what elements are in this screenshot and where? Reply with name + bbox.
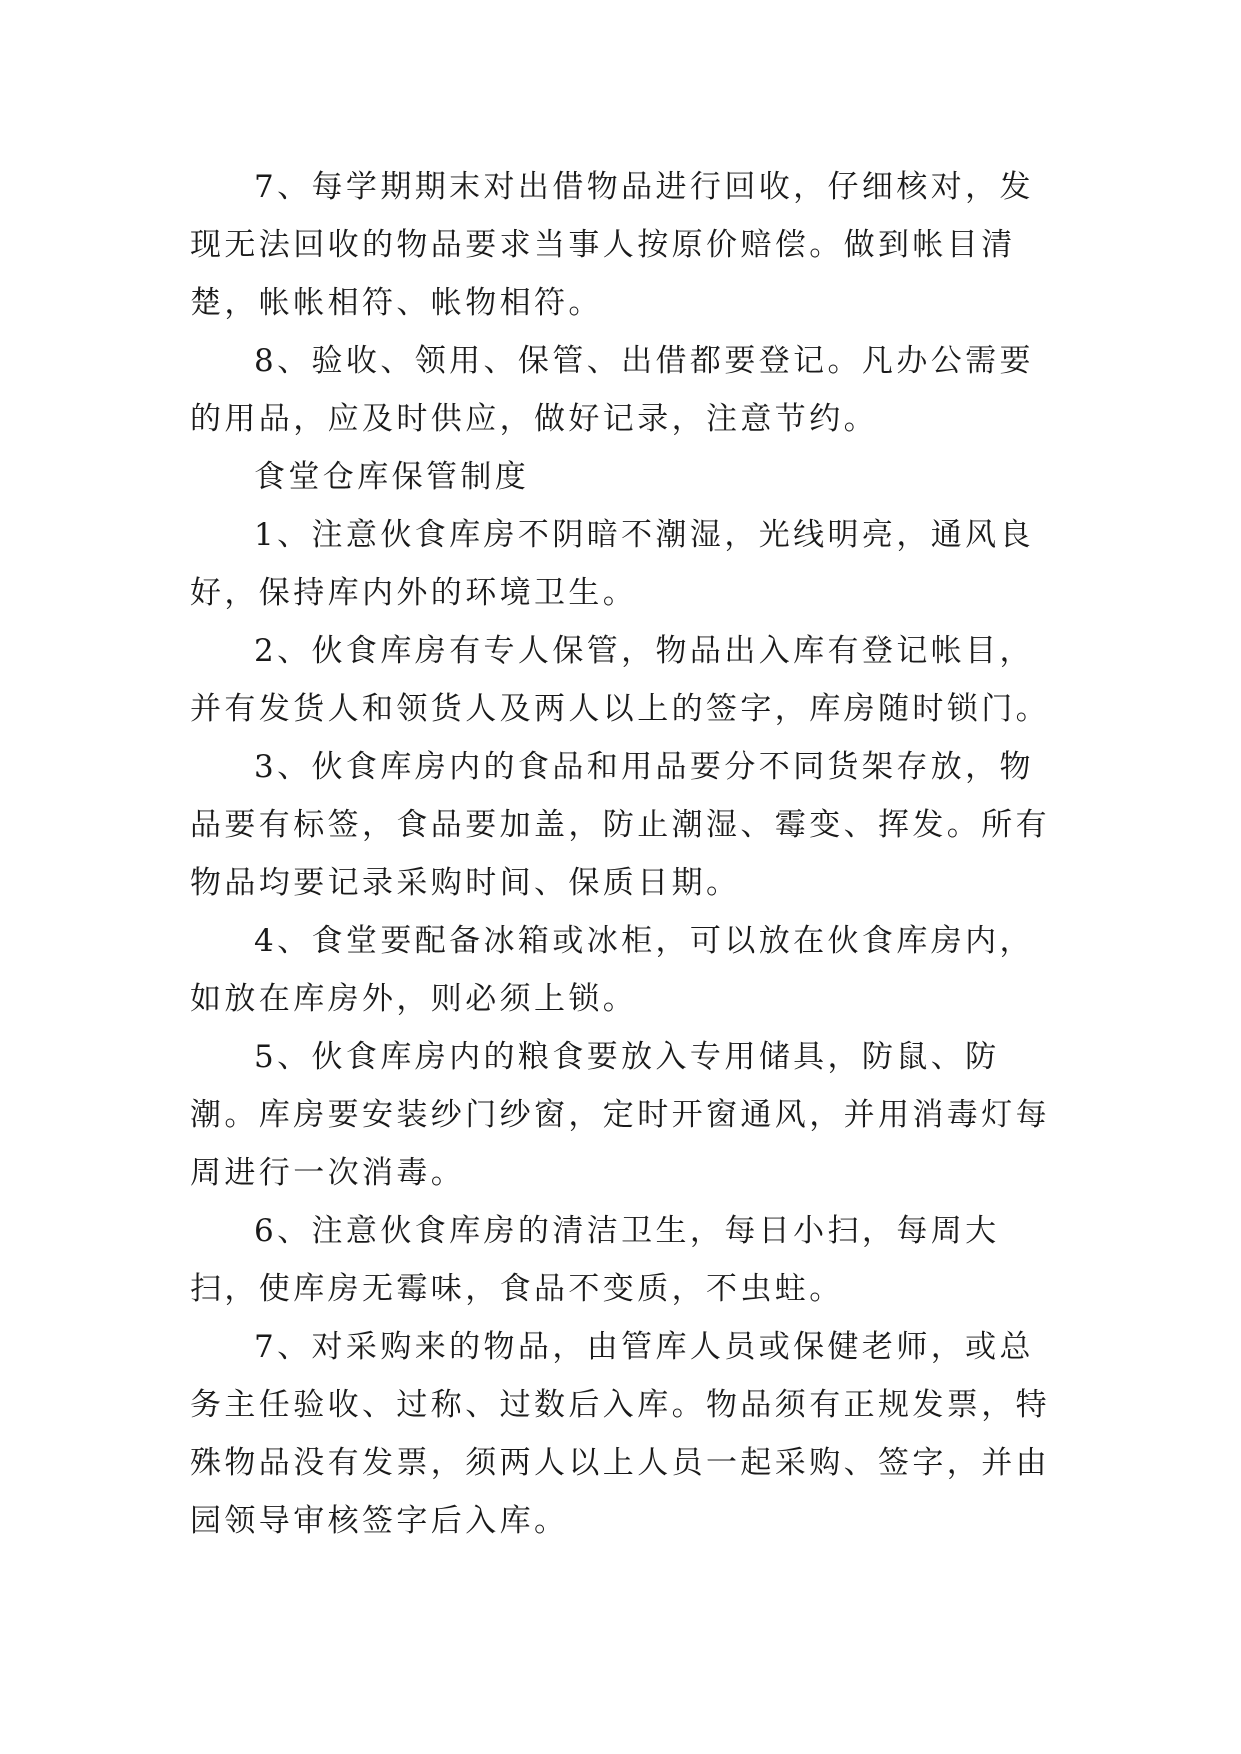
section-paragraph-7: 7、对采购来的物品，由管库人员或保健老师，或总务主任验收、过称、过数后入库。物品须有正规发票，特殊物品没有发票，须两人以上人员一起采购、签字，并由园领导审核签字后入库。: [190, 1329, 1050, 1539]
paragraph-item-7: 7、每学期期末对出借物品进行回收，仔细核对，发现无法回收的物品要求当事人按原价赔偿。做到帐目清楚，帐帐相符、帐物相符。: [190, 169, 1034, 321]
document-body: [190, 158, 1050, 1550]
section-paragraph-3: 3、伙食库房内的食品和用品要分不同货架存放，物品要有标签，食品要加盖，防止潮湿、霉变、挥发。所有物品均要记录采购时间、保质日期。: [190, 749, 1050, 901]
section-paragraph-4: 4、食堂要配备冰箱或冰柜，可以放在伙食库房内，如放在库房外，则必须上锁。: [190, 923, 1034, 1017]
paragraph-item-8: 8、验收、领用、保管、出借都要登记。凡办公需要的用品，应及时供应，做好记录，注意节约。: [190, 343, 1034, 437]
section-title: 食堂仓库保管制度: [254, 459, 530, 495]
section-paragraph-5: 5、伙食库房内的粮食要放入专用储具，防鼠、防潮。库房要安装纱门纱窗，定时开窗通风，并用消毒灯每周进行一次消毒。: [190, 1039, 1050, 1191]
section-paragraph-1: 1、注意伙食库房不阴暗不潮湿，光线明亮，通风良好，保持库内外的环境卫生。: [190, 517, 1034, 611]
section-paragraph-6: 6、注意伙食库房的清洁卫生，每日小扫，每周大扫，使库房无霉味，食品不变质，不虫蛀。: [190, 1213, 1000, 1307]
section-paragraph-2: 2、伙食库房有专人保管，物品出入库有登记帐目，并有发货人和领货人及两人以上的签字，库房随时锁门。: [190, 633, 1050, 727]
